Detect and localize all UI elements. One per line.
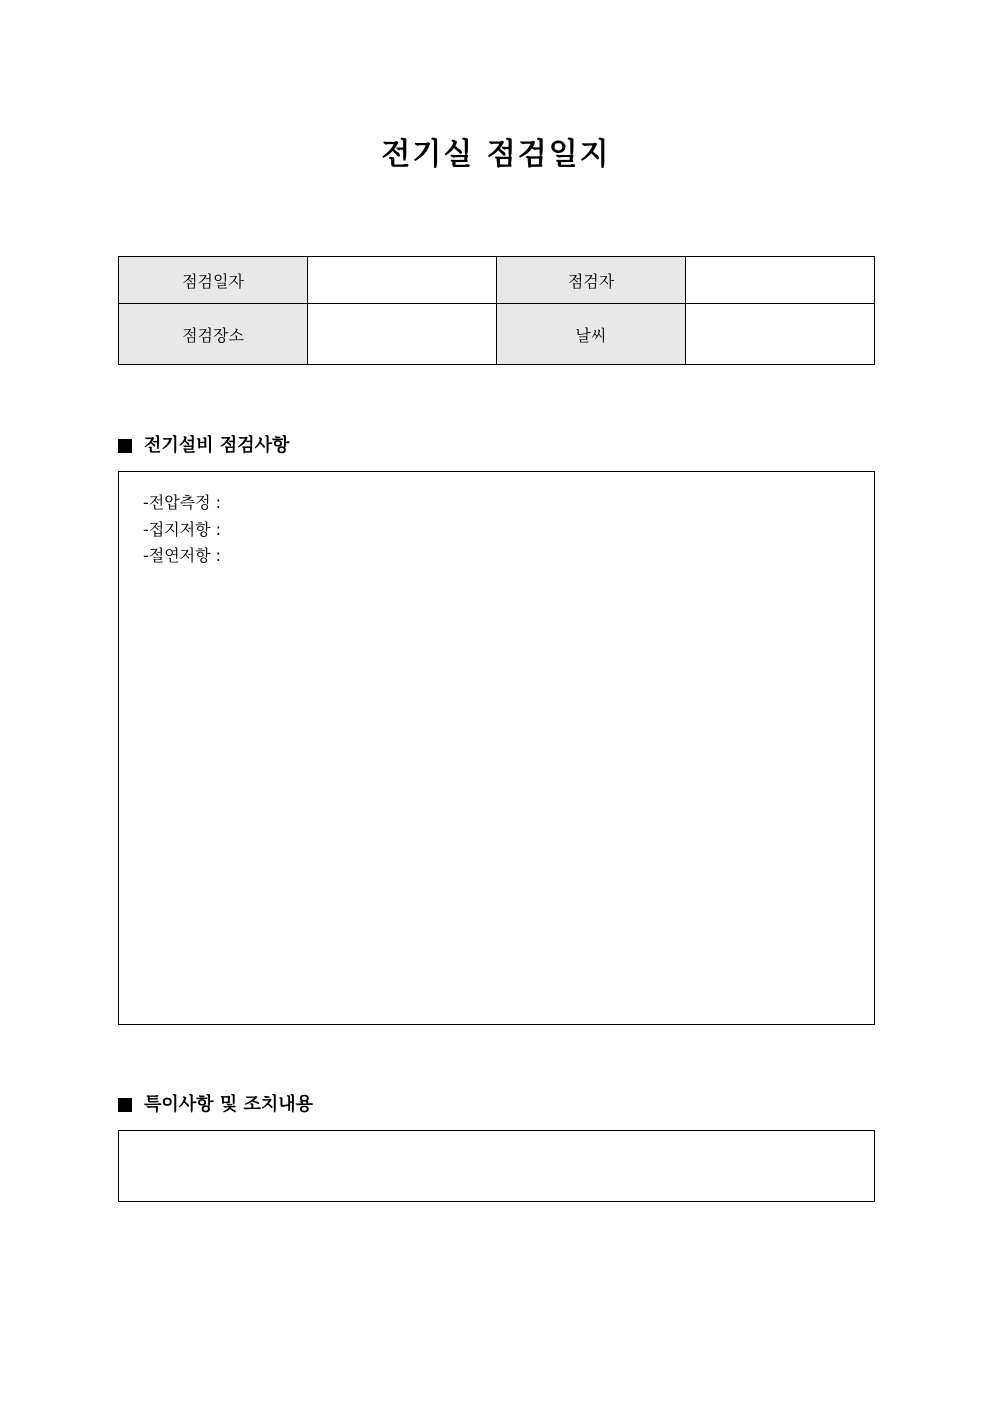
inspection-items-list xyxy=(119,472,874,570)
inspector-label: 점검자 xyxy=(497,257,686,304)
black-square-icon xyxy=(118,439,132,453)
black-square-icon xyxy=(118,1098,132,1112)
section-heading-label: 전기설비 점검사항 xyxy=(144,435,290,456)
section-heading-label: 특이사항 및 조치내용 xyxy=(144,1094,314,1115)
remarks-box[interactable] xyxy=(118,1130,875,1202)
inspector-field[interactable] xyxy=(686,257,875,304)
inspection-item-insulation-resistance: -절연저항 : xyxy=(143,546,222,565)
section-heading-remarks xyxy=(118,1093,313,1117)
weather-field[interactable] xyxy=(686,304,875,365)
inspection-item-voltage: -전압측정 : xyxy=(143,493,222,512)
weather-label: 날씨 xyxy=(497,304,686,365)
inspection-item-ground-resistance: -접지저항 : xyxy=(143,519,222,539)
location-label: 점검장소 xyxy=(119,304,308,365)
inspection-items-box[interactable] xyxy=(118,471,875,1025)
section-heading-inspection xyxy=(118,434,289,458)
date-label: 점검일자 xyxy=(119,257,308,304)
date-field[interactable] xyxy=(308,257,497,304)
info-row xyxy=(119,304,875,365)
page-title: 전기실 점검일지 xyxy=(381,137,611,172)
info-table xyxy=(118,256,875,365)
info-row xyxy=(119,257,875,304)
location-field[interactable] xyxy=(308,304,497,365)
